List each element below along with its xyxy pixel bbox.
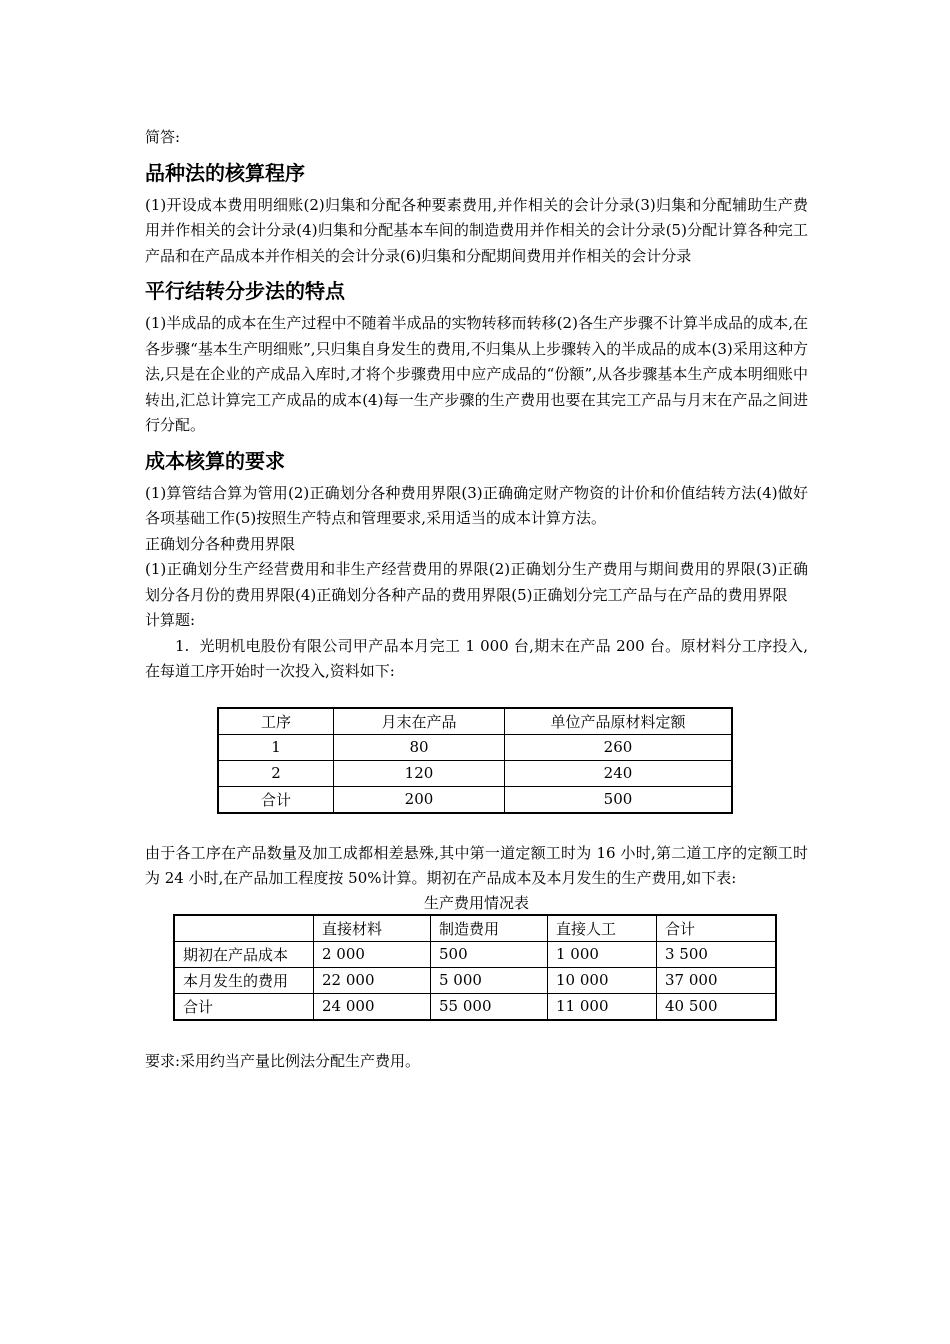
section-body-3: (1)算管结合算为管用(2)正确划分各种费用界限(3)正确确定财产物资的计价和价值结转方法(4)做好各项基础工作(5)按照生产特点和管理要求,采用适当的成本计算方法。 [145,483,808,527]
table-cell: 期初在产品成本 [174,941,314,967]
table-cell: 合计 [174,993,314,1020]
table-header-cell: 单位产品原材料定额 [505,708,733,735]
table-cell: 500 [505,786,733,813]
table-cell: 本月发生的费用 [174,967,314,993]
table-header-cell [174,915,314,942]
section-heading-1: 品种法的核算程序 [145,160,305,185]
table-header-cell: 直接材料 [314,915,431,942]
table-cell: 37 000 [657,967,777,993]
table-cell: 24 000 [314,993,431,1020]
table-row [174,941,776,967]
table-header-cell: 制造费用 [431,915,548,942]
table-cell: 260 [505,734,733,760]
table-cell: 120 [334,760,505,786]
subheading-body: (1)正确划分生产经营费用和非生产经营费用的界限(2)正确划分生产费用与期间费用的界限(3)正确划分各月份的费用界限(4)正确划分各种产品的费用界限(5)正确划分完工产品与在产品的费用界限 [145,560,808,604]
document-page [145,125,808,1074]
intro-label: 简答: [145,128,181,146]
table-header-row [174,915,776,942]
table-row [218,734,732,760]
calc-label: 计算题: [145,611,196,629]
table-cell: 22 000 [314,967,431,993]
subheading: 正确划分各种费用界限 [145,534,296,553]
after-table-paragraph: 由于各工序在产品数量及加工成都相差悬殊,其中第一道定额工时为 16 小时,第二道工序的定额工时为 24 小时,在产品加工程度按 50%计算。期初在产品成本及本月发生的生产费用,如下表: [145,843,808,887]
table-row [174,967,776,993]
requirement-text: 要求:采用约当产量比例法分配生产费用。 [145,1051,421,1070]
table-cell: 2 [218,760,334,786]
table-row [218,786,732,813]
production-cost-table [173,914,777,1021]
table-cell: 40 500 [657,993,777,1020]
section-body-1: (1)开设成本费用明细账(2)归集和分配各种要素费用,并作相关的会计分录(3)归集和分配辅助生产费用并作相关的会计分录(4)归集和分配基本车间的制造费用并作相关的会计分录(5)分配计算各种完工产品和在产品成本并作相关的会计分录(6)归集和分配期间费用并作相关的会计分录 [145,195,808,265]
table-cell: 1 [218,734,334,760]
table-caption: 生产费用情况表 [423,893,529,912]
table-cell: 80 [334,734,505,760]
table-cell: 11 000 [548,993,657,1020]
table-header-cell: 月末在产品 [334,708,505,735]
table-cell: 240 [505,760,733,786]
table-cell: 55 000 [431,993,548,1020]
section-body-2: (1)半成品的成本在生产过程中不随着半成品的实物转移而转移(2)各生产步骤不计算半成品的成本,在各步骤“基本生产明细账”,只归集自身发生的费用,不归集从上步骤转入的半成品的成本(3)采用这种方法,只是在企业的产成品入库时,才将个步骤费用中应产成品的“份额”,从各步骤基本生产成本明细账中转出,汇总计算完工产成品的成本(4)每一生产步骤的生产费用也要在其完工产品与月末在产品之间进行分配。 [145,314,808,434]
problem-number: 1. [175,636,190,655]
table-cell: 合计 [218,786,334,813]
table-header-row [218,708,732,735]
problem-text: 光明机电股份有限公司甲产品本月完工 1 000 台,期末在产品 200 台。原材料分工序投入,在每道工序开始时一次投入,资料如下: [145,636,808,680]
table-cell: 3 500 [657,941,777,967]
section-heading-3: 成本核算的要求 [145,448,285,473]
material-quota-table [217,707,733,814]
table-cell: 5 000 [431,967,548,993]
table-cell: 1 000 [548,941,657,967]
table-header-cell: 合计 [657,915,777,942]
table-header-cell: 工序 [218,708,334,735]
table-header-cell: 直接人工 [548,915,657,942]
table-cell: 10 000 [548,967,657,993]
section-heading-2: 平行结转分步法的特点 [145,279,345,303]
table-row [174,993,776,1020]
table-cell: 500 [431,941,548,967]
table-row [218,760,732,786]
table-cell: 2 000 [314,941,431,967]
table-cell: 200 [334,786,505,813]
problem-paragraph [145,634,808,685]
